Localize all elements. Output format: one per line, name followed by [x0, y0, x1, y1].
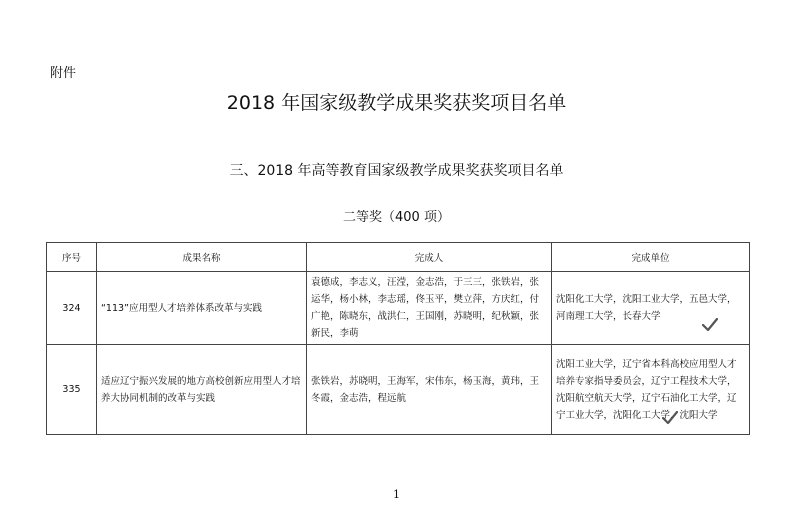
section-title: 三、2018 年高等教育国家级教学成果奖获奖项目名单: [229, 163, 564, 179]
cell-unit-text: 沈阳化工大学，沈阳工业大学，五邑大学，河南理工大学，长春大学: [556, 294, 737, 322]
cell-people: 袁德成，李志义，汪滢，金志浩，于三三，张铁岩，张运华，杨小林，李志瑶，佟玉平，樊立萍，方庆红，付广艳，陈晓东，战洪仁，王国刚，苏晓明，纪秋颖，张新民，李萌: [307, 272, 552, 345]
cell-seq: 324: [47, 272, 97, 345]
checkmark-icon: [662, 411, 678, 425]
checkmark-icon: [702, 318, 718, 332]
cell-seq: 335: [47, 345, 97, 435]
document-title: 2018 年国家级教学成果奖获奖项目名单: [226, 92, 567, 114]
table-row: [47, 345, 750, 435]
award-table: [46, 242, 750, 435]
cell-unit: [552, 345, 750, 435]
page-number: 1: [393, 488, 400, 501]
table-header-row: [47, 243, 750, 272]
header-name: 成果名称: [97, 243, 307, 272]
cell-name: 适应辽宁振兴发展的地方高校创新应用型人才培养大协同机制的改革与实践: [97, 345, 307, 435]
cell-unit-text: 沈阳工业大学，辽宁省本科高校应用型人才培养专家指导委员会，辽宁工程技术大学，沈阳航空航天大学，辽宁石油化工大学，辽宁工业大学，沈阳化工大学，沈阳大学: [556, 358, 737, 421]
cell-people: 张铁岩，苏晓明，王海军，宋伟东，杨玉海，黄玮，王冬霞，金志浩，程远航: [307, 345, 552, 435]
cell-name: “113”应用型人才培养体系改革与实践: [97, 272, 307, 345]
award-level-title: 二等奖（400 项）: [343, 210, 450, 225]
cell-unit: [552, 272, 750, 345]
header-unit: 完成单位: [552, 243, 750, 272]
table-row: [47, 272, 750, 345]
header-people: 完成人: [307, 243, 552, 272]
header-seq: 序号: [47, 243, 97, 272]
attachment-label: 附件: [50, 66, 77, 81]
